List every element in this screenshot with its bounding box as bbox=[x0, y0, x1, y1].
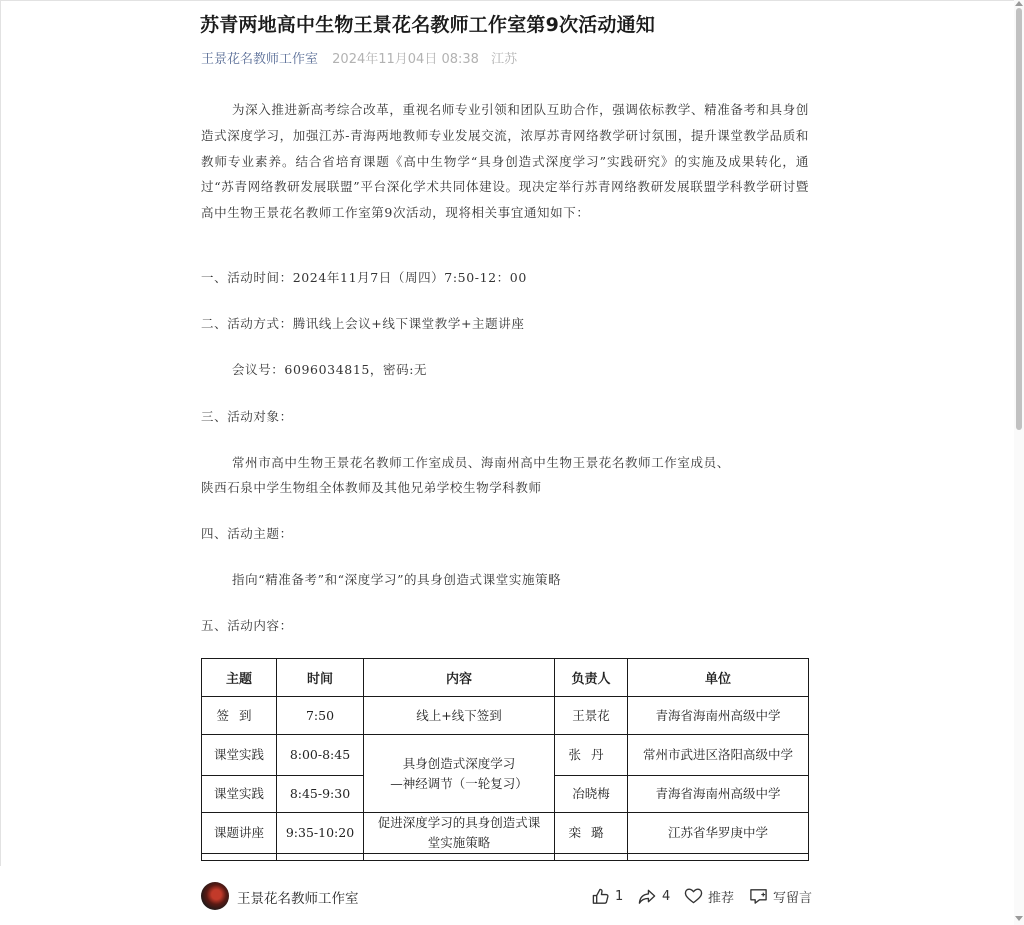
cell-time: 7:50 bbox=[277, 697, 364, 735]
cell-content bbox=[364, 735, 555, 813]
table-header-row bbox=[202, 659, 809, 697]
header-unit: 单位 bbox=[628, 659, 809, 697]
cell-time: 8:45-9:30 bbox=[277, 776, 364, 813]
scrollbar-thumb[interactable] bbox=[1016, 8, 1022, 430]
cell-owner: 张丹 bbox=[555, 735, 628, 776]
share-button[interactable] bbox=[637, 886, 670, 906]
cell-empty bbox=[555, 854, 628, 861]
cell-empty bbox=[364, 854, 555, 861]
cell-topic: 课题讲座 bbox=[202, 813, 277, 854]
avatar[interactable] bbox=[201, 882, 229, 910]
article-title: 苏青两地高中生物王景花名教师工作室第9次活动通知 bbox=[200, 14, 656, 36]
audience-line-2: 陕西石泉中学生物组全体教师及其他兄弟学校生物学科教师 bbox=[201, 480, 542, 495]
section-theme: 四、活动主题： bbox=[201, 526, 293, 541]
bottom-bar bbox=[0, 866, 1024, 925]
section-content: 五、活动内容： bbox=[201, 618, 293, 633]
cell-unit: 青海省海南州高级中学 bbox=[628, 697, 809, 735]
scroll-up-arrow-icon[interactable] bbox=[1015, 1, 1023, 6]
table-row bbox=[202, 697, 809, 735]
content-line-2: —神经调节（一轮复习） bbox=[390, 775, 528, 791]
section-audience: 三、活动对象： bbox=[201, 409, 293, 424]
intro-paragraph: 为深入推进新高考综合改革，重视名师专业引领和团队互助合作，强调依标教学、精准备考和具身创造式深度学习，加强江苏-青海两地教师专业发展交流，浓厚苏青网络教学研讨氛围，提升课堂教学品质和教师专业素养。结合省培育课题《高中生物学“具身创造式深度学习”实践研究》的实施及成果转化，通过“苏青网络教研发展联盟”平台深化学术共同体建设。现决定举行苏青网络教研发展联盟学科教学研讨暨高中生物王景花名教师工作室第9次活动，现将相关事宜通知如下： bbox=[201, 102, 809, 221]
like-button[interactable] bbox=[591, 886, 623, 906]
content-line-2: 堂实施策略 bbox=[427, 835, 491, 850]
comment-label: 写留言 bbox=[773, 890, 813, 906]
schedule-table bbox=[201, 658, 809, 861]
heart-icon bbox=[684, 887, 703, 905]
comment-button[interactable] bbox=[749, 886, 812, 906]
header-topic: 主题 bbox=[202, 659, 277, 697]
cell-topic: 课堂实践 bbox=[202, 735, 277, 776]
share-count: 4 bbox=[662, 888, 671, 904]
cell-content: 线上+线下签到 bbox=[364, 697, 555, 735]
theme-text: 指向“精准备考”和“深度学习”的具身创造式课堂实施策略 bbox=[232, 572, 562, 587]
table-row bbox=[202, 735, 809, 776]
cell-empty bbox=[628, 854, 809, 861]
cell-topic: 课堂实践 bbox=[202, 776, 277, 813]
cell-unit: 江苏省华罗庚中学 bbox=[628, 813, 809, 854]
window-border-left bbox=[0, 0, 1, 925]
publish-date: 2024年11月04日 08:38 bbox=[332, 52, 479, 67]
content-line-1: 具身创造式深度学习 bbox=[402, 755, 516, 771]
section-time: 一、活动时间：2024年11月7日（周四）7:50-12：00 bbox=[201, 270, 527, 285]
header-owner: 负责人 bbox=[555, 659, 628, 697]
table-row bbox=[202, 813, 809, 854]
cell-time: 9:35-10:20 bbox=[277, 813, 364, 854]
cell-empty bbox=[202, 854, 277, 861]
scroll-down-arrow-icon[interactable] bbox=[1015, 916, 1023, 921]
author-link[interactable]: 王景花名教师工作室 bbox=[201, 52, 319, 67]
content-line-1: 促进深度学习的具身创造式课 bbox=[377, 815, 541, 830]
header-time: 时间 bbox=[277, 659, 364, 697]
cell-owner: 栾璐 bbox=[555, 813, 628, 854]
cell-unit: 青海省海南州高级中学 bbox=[628, 776, 809, 813]
share-icon bbox=[637, 887, 657, 906]
cell-owner: 冶晓梅 bbox=[555, 776, 628, 813]
header-content: 内容 bbox=[364, 659, 555, 697]
publish-location: 江苏 bbox=[491, 52, 518, 67]
table-row bbox=[202, 854, 809, 861]
window-border-top bbox=[0, 0, 1024, 1]
recommend-label: 推荐 bbox=[708, 890, 735, 906]
cell-content bbox=[364, 813, 555, 854]
cell-topic: 签到 bbox=[202, 697, 277, 735]
footer-account-name[interactable]: 王景花名教师工作室 bbox=[237, 891, 359, 907]
thumbs-up-icon bbox=[591, 887, 610, 906]
cell-unit: 常州市武进区洛阳高级中学 bbox=[628, 735, 809, 776]
recommend-button[interactable] bbox=[684, 886, 734, 906]
cell-time: 8:00-8:45 bbox=[277, 735, 364, 776]
audience-line-1: 常州市高中生物王景花名教师工作室成员、海南州高中生物王景花名教师工作室成员、 bbox=[232, 455, 730, 470]
article-meta bbox=[201, 48, 517, 67]
comment-icon bbox=[749, 887, 768, 905]
cell-empty bbox=[277, 854, 364, 861]
cell-owner: 王景花 bbox=[555, 697, 628, 735]
like-count: 1 bbox=[615, 888, 624, 904]
section-method: 二、活动方式：腾讯线上会议+线下课堂教学+主题讲座 bbox=[201, 316, 525, 331]
meeting-info: 会议号：6096034815，密码:无 bbox=[232, 362, 428, 377]
